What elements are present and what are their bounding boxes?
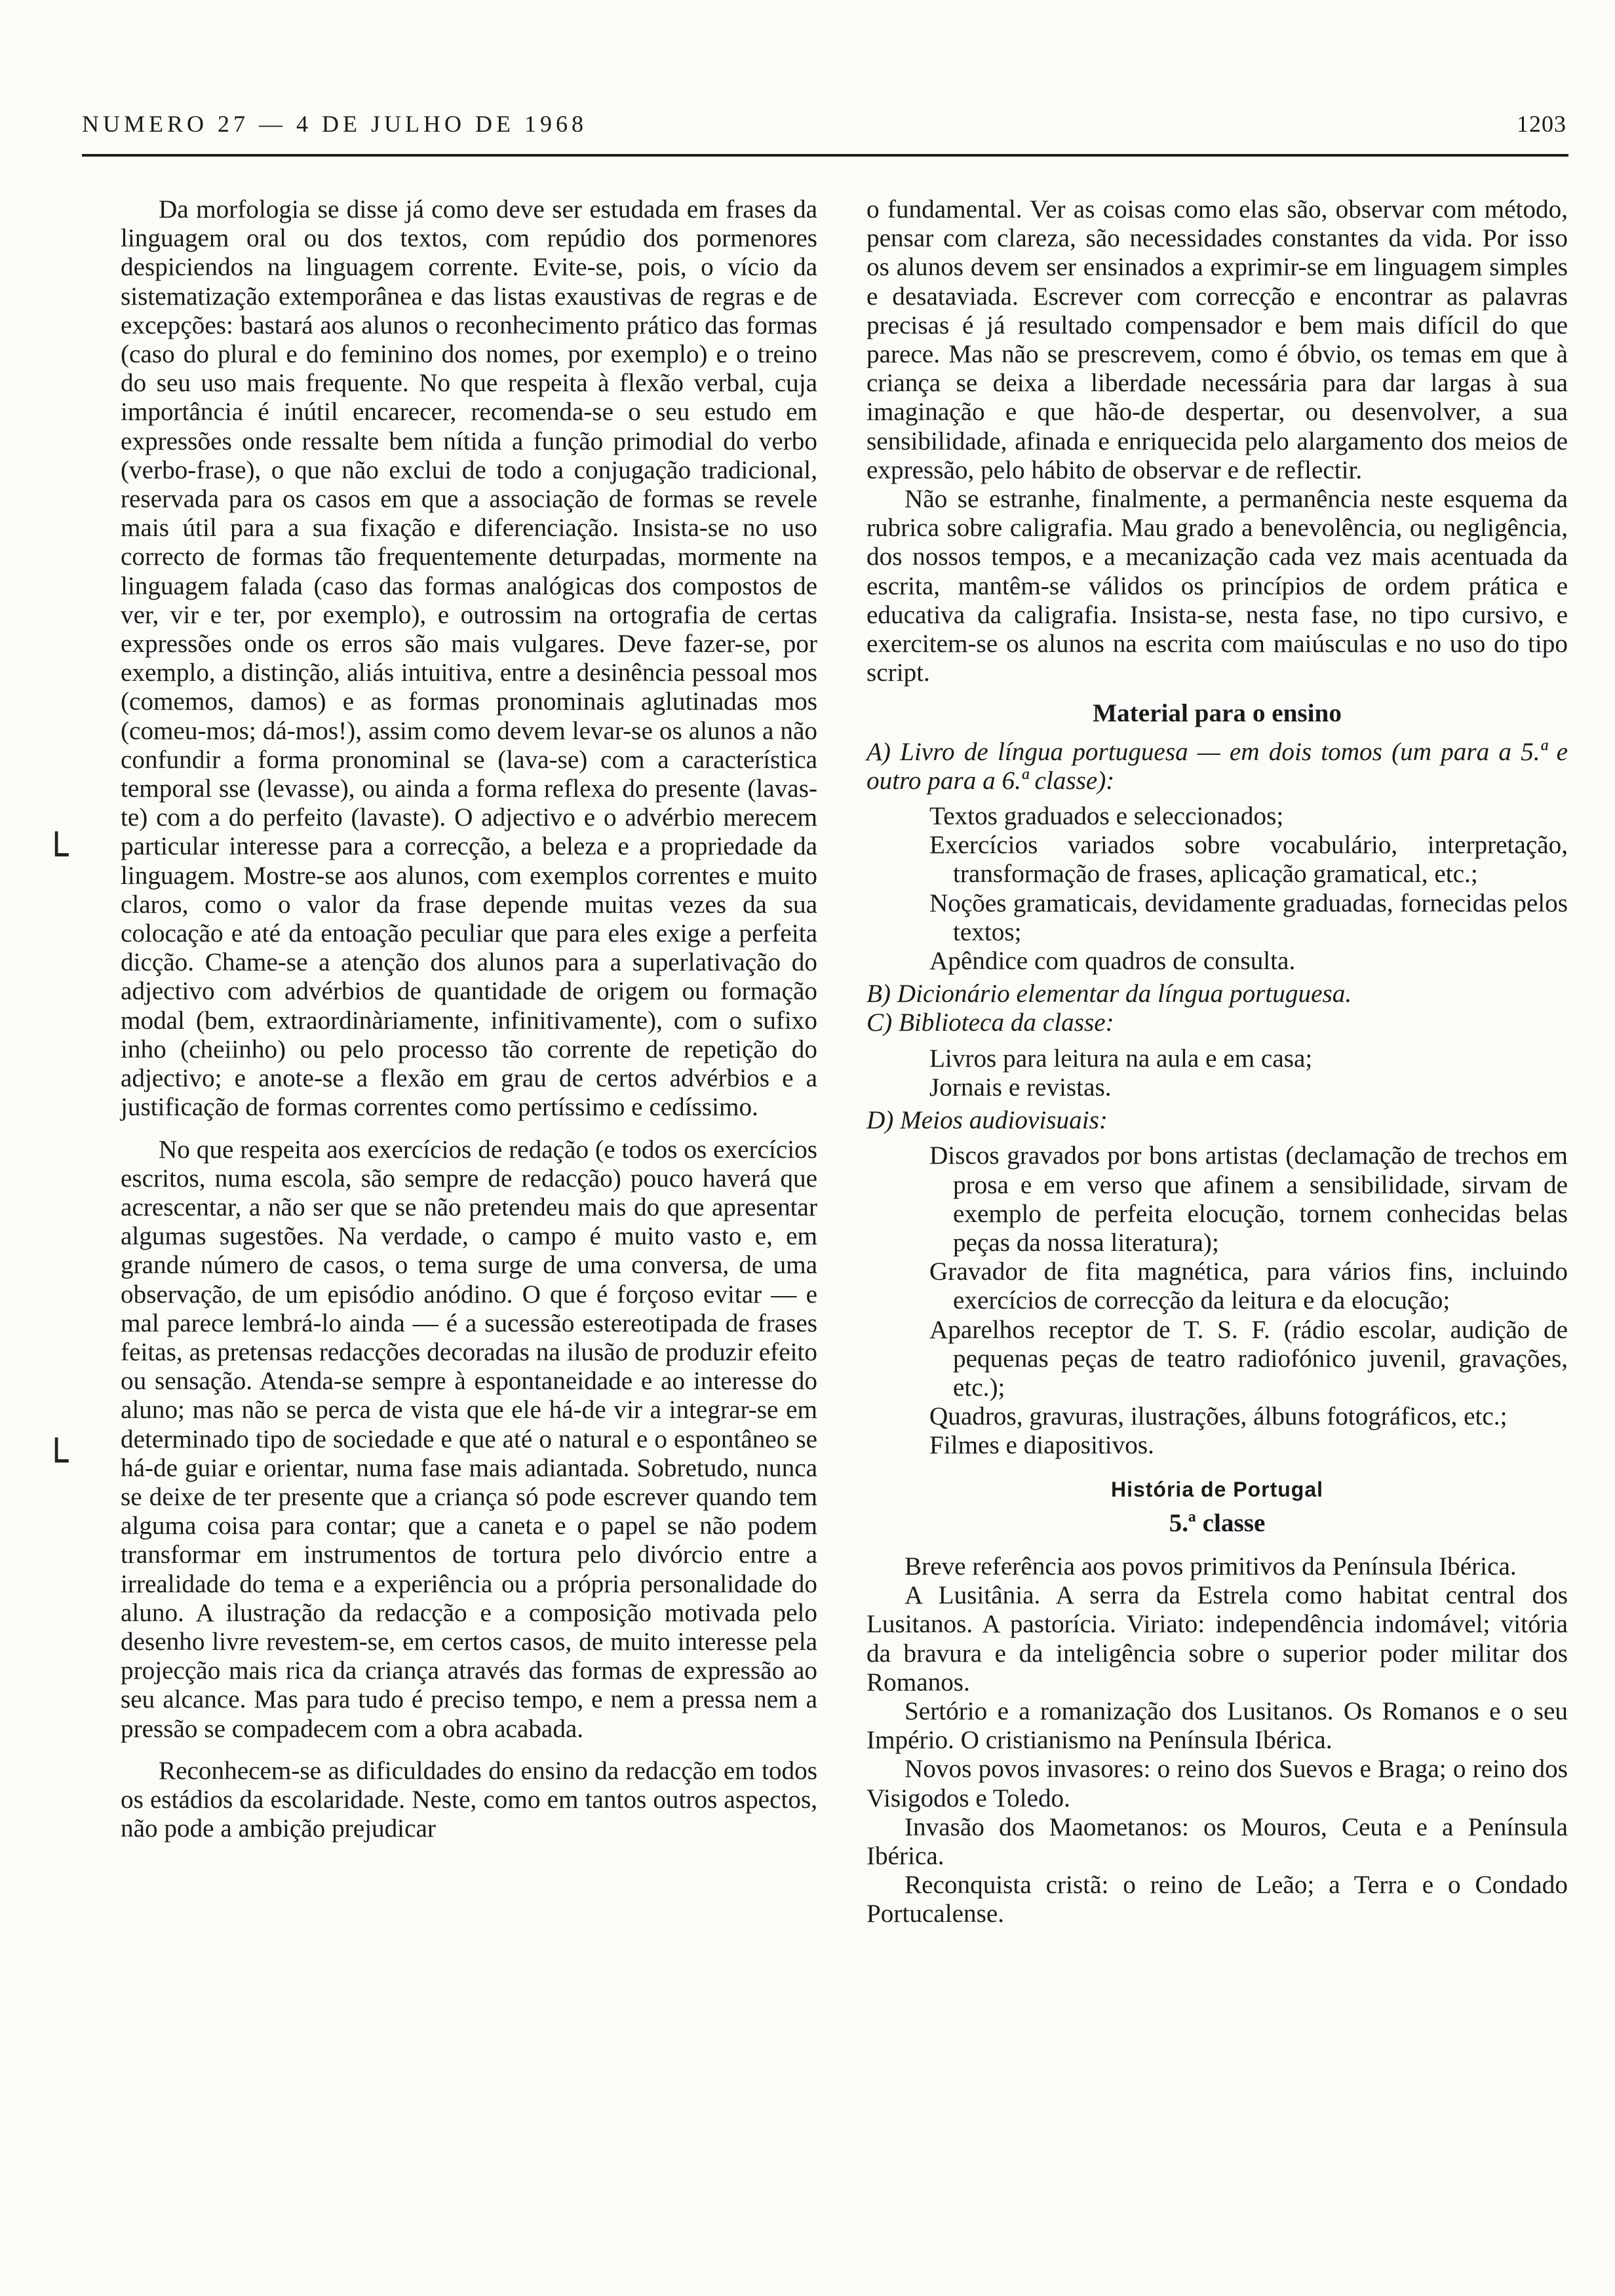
list-item: Jornais e revistas. <box>929 1073 1112 1101</box>
paragraph: Novos povos invasores: o reino dos Suevos e Braga; o reino dos Visigodos e Toledo. <box>866 1755 1568 1812</box>
margin-mark: └ <box>45 1438 69 1484</box>
list-item: Exercícios variados sobre vocabulário, interpretação, transformação de frases, aplicação gramatical, etc.; <box>929 831 1568 889</box>
paragraph: Breve referência aos povos primitivos da Península Ibérica. <box>905 1552 1517 1580</box>
list-item: Discos gravados por bons artistas (declamação de trechos em prosa e em verso que afinem a sensibilidade, sirvam de exemplo de perfeita elocução, tornem conhecidas belas peças da nossa literatura); <box>929 1141 1568 1257</box>
list-item: Textos graduados e seleccionados; <box>929 802 1284 831</box>
list-item: Noções gramaticais, devidamente graduadas, fornecidas pelos textos; <box>929 889 1568 946</box>
header-rule <box>82 154 1568 157</box>
paragraph: Reconquista cristã: o reino de Leão; a Terra e o Condado Portucalense. <box>866 1871 1568 1928</box>
margin-mark: └ <box>45 832 69 878</box>
right-column <box>866 195 1568 1929</box>
section-b-label: B) Dicionário elementar da língua portuguesa. <box>866 980 1352 1008</box>
section-a-label: A) Livro de língua portuguesa — em dois tomos (um para a 5.ª e outro para a 6.ª classe): <box>866 737 1568 795</box>
list-item: Apêndice com quadros de consulta. <box>929 947 1296 976</box>
section-a-list <box>866 802 1568 976</box>
paragraph: o fundamental. Ver as coisas como elas são, observar com método, pensar com clareza, são necessidades constantes da vida. Por isso os alunos devem ser ensinados a exprimir-se em linguagem simples e desataviada. Escrever com correcção e encontrar as palavras precisas é já resultado compensador e bem mais difícil do que parece. Mas não se prescrevem, como é óbvio, os temas em que à criança se deixa a liberdade necessária para dar largas à sua imaginação e que hão-de despertar, ou desenvolver, a sua sensibilidade, afinada e enriquecida pelo alargamento dos meios de expressão, pelo hábito de observar e de reflectir. <box>866 195 1568 484</box>
section-d-label: D) Meios audiovisuais: <box>866 1106 1108 1135</box>
page-header <box>82 104 1566 149</box>
section-c-label: C) Biblioteca da classe: <box>866 1008 1114 1037</box>
paragraph: Não se estranhe, finalmente, a permanência neste esquema da rubrica sobre caligrafia. Mau grado a benevolência, ou negligência, dos nossos tempos, e a mecanização cada vez mais acentuada da escrita, mantêm-se válidos os princípios de ordem prática e educativa da caligrafia. Insista-se, nesta fase, no tipo cursivo, e exercitem-se os alunos na escrita com maiúsculas e no uso do tipo script. <box>866 485 1568 687</box>
paragraph: Sertório e a romanização dos Lusitanos. Os Romanos e o seu Império. O cristianismo na Península Ibérica. <box>866 1696 1568 1755</box>
left-column <box>121 195 817 1843</box>
list-item: Quadros, gravuras, ilustrações, álbuns fotográficos, etc.; <box>929 1402 1508 1431</box>
list-item: Filmes e diapositivos. <box>929 1431 1154 1460</box>
paragraph: Da morfologia se disse já como deve ser estudada em frases da linguagem oral ou dos textos, com repúdio dos pormenores despiciendos na linguagem corrente. Evite-se, pois, o vício da sistematização extemporânea e das listas exaustivas de regras e de excepções: bastará aos alunos o reconhecimento prático das formas (caso do plural e do feminino dos nomes, por exemplo) e o treino do seu uso mais frequente. No que respeita à flexão verbal, cuja importância é inútil encarecer, recomenda-se o seu estudo em expressões onde ressalte bem nítida a função primodial do verbo (verbo-frase), o que não exclui de todo a conjugação tradicional, reservada para os casos em que a associação de formas se revele mais útil para a sua fixação e diferenciação. Insista-se no uso correcto de formas tão frequentemente deturpadas, mormente na linguagem falada (caso das formas analógicas dos compostos de ver, vir e ter, por exemplo), e outrossim na ortografia de certas expressões onde os erros são mais vulgares. Deve fazer-se, por exemplo, a distinção, aliás intuitiva, entre a desinência pessoal mos (comemos, damos) e as formas pronominais aglutinadas mos (comeu-mos; dá-mos!), assim como devem levar-se os alunos a não confundir a forma pronominal se (lava-se) com a característica temporal sse (levasse), ou ainda a forma reflexa do presente (lavas-te) com a do perfeito (lavaste). O adjectivo e o advérbio merecem particular interesse para a correcção, a beleza e a propriedade da linguagem. Mostre-se aos alunos, com exemplos correntes e muito claros, como o valor da frase depende muitas vezes da sua colocação e até da entoação peculiar que para eles exige a perfeita dicção. Chame-se a atenção dos alunos para a superlativação do adjectivo com advérbios de quantidade de origem ou formação modal (bem, extraordinàriamente, infinitivamente), com o sufixo inho (cheiinho) ou pelo processo tão corrente de repetição do adjectivo; e anote-se a flexão em grau de certos advérbios e a justificação de formas correntes como pertíssimo e cedíssimo. <box>121 195 817 1122</box>
history-class-label: 5.ª classe <box>1169 1508 1266 1537</box>
paragraph: No que respeita aos exercícios de redação (e todos os exercícios escritos, numa escola, são sempre de redacção) pouco haverá que acrescentar, a não ser que se não pretendeu mais do que apresentar algumas sugestões. Na verdade, o campo é muito vasto e, em grande número de casos, o tema surge de uma conversa, de uma observação, de um episódio anódino. O que é forçoso evitar — e mal parece lembrá-lo ainda — é a sucessão estereotipada de frases feitas, as pretensas redacções decoradas na ilusão de produzir efeito ou sensação. Atenda-se sempre à espontaneidade e ao interesse do aluno; mas não se perca de vista que ele há-de vir a integrar-se em determinado tipo de sociedade e que até o natural e o espontâneo se há-de guiar e orientar, numa fase mais adiantada. Sobretudo, nunca se deixe de ter presente que a criança só pode escrever quando tem alguma coisa para contar; que a caneta e o papel se não podem transformar em instrumentos de tortura pelo divórcio entre a irrealidade do tema e a experiência ou a própria personalidade do aluno. A ilustração da redacção e a composição motivada pelo desenho livre revestem-se, em certos casos, de muito interesse pela projecção mais rica da criança através das formas de expressão ao seu alcance. Mas para tudo é preciso tempo, e nem a pressa nem a pressão se compadecem com a obra acabada. <box>121 1135 817 1743</box>
section-heading-history: História de Portugal <box>1110 1477 1324 1501</box>
list-item: Livros para leitura na aula e em casa; <box>929 1044 1313 1073</box>
paragraph: Invasão dos Maometanos: os Mouros, Ceuta e a Península Ibérica. <box>866 1812 1568 1870</box>
section-c-list <box>866 1044 1568 1102</box>
section-heading-material: Material para o ensino <box>1093 699 1342 728</box>
section-d-list <box>866 1141 1568 1460</box>
list-item: Aparelhos receptor de T. S. F. (rádio escolar, audição de pequenas peças de teatro radiofónico juvenil, gravações, etc.); <box>929 1315 1568 1402</box>
list-item: Gravador de fita magnética, para vários fins, incluindo exercícios de correcção da leitura e da elocução; <box>929 1257 1568 1315</box>
paragraph: Reconhecem-se as dificuldades do ensino da redacção em todos os estádios da escolaridade. Neste, como em tantos outros aspectos, não pode a ambição prejudicar <box>121 1756 817 1843</box>
paragraph: A Lusitânia. A serra da Estrela como habitat central dos Lusitanos. A pastorícia. Viriato: independência indomável; vitória da bravura e da inteligência sobre o superior poder militar dos Romanos. <box>866 1581 1568 1696</box>
page-number: 1203 <box>1517 111 1566 137</box>
issue-date: NUMERO 27 — 4 DE JULHO DE 1968 <box>82 111 587 137</box>
